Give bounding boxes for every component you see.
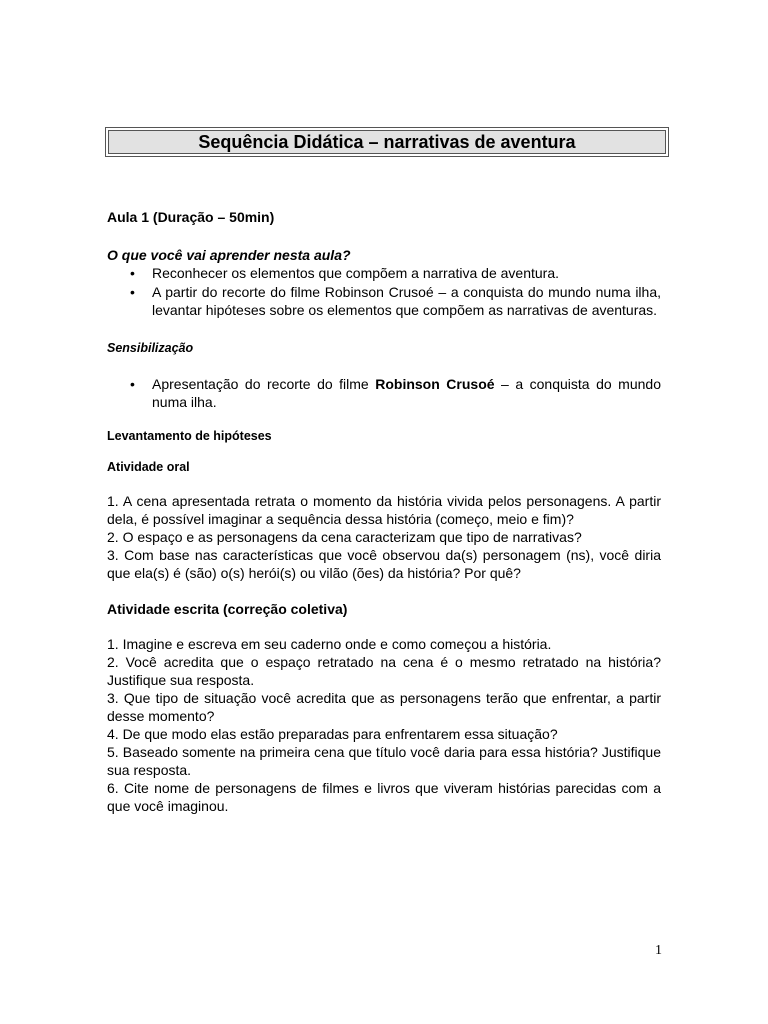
written-question: 1. Imagine e escreva em seu caderno onde e como começou a história. — [107, 636, 552, 652]
learn-item: • Reconhecer os elementos que compõem a narrativa de aventura. — [107, 264, 661, 282]
learn-list — [107, 264, 661, 319]
learn-item: • A partir do recorte do filme Robinson Crusoé – a conquista do mundo numa ilha, levantar hipóteses sobre os elementos que compõem as narrativas de aventuras. — [107, 283, 661, 319]
page-number: 1 — [655, 943, 662, 958]
oral-questions — [107, 492, 661, 582]
title-box — [105, 127, 669, 157]
written-question: 3. Que tipo de situação você acredita que as personagens terão que enfrentar, a partir desse momento? — [107, 690, 661, 724]
written-activity-heading: Atividade escrita (correção coletiva) — [107, 601, 348, 617]
sensibilizacao-list — [107, 375, 661, 411]
sensibilizacao-text-post: – a conquista do mundo numa ilha. — [152, 376, 661, 410]
written-question: 5. Baseado somente na primeira cena que título você daria para essa história? Justifique sua resposta. — [107, 744, 661, 778]
lesson-heading: Aula 1 (Duração – 50min) — [107, 209, 275, 225]
sensibilizacao-item — [107, 375, 661, 411]
learn-heading: O que você vai aprender nesta aula? — [107, 247, 351, 263]
written-question: 6. Cite nome de personagens de filmes e livros que viveram histórias parecidas com a que você imaginou. — [107, 780, 661, 814]
film-title: Robinson Crusoé — [375, 376, 495, 392]
oral-activity-heading: Atividade oral — [107, 460, 190, 474]
sensibilizacao-text-pre: Apresentação do recorte do filme — [152, 376, 376, 392]
levantamento-heading: Levantamento de hipóteses — [107, 429, 272, 443]
oral-question: 2. O espaço e as personagens da cena caracterizam que tipo de narrativas? — [107, 529, 582, 545]
sensibilizacao-heading: Sensibilização — [107, 341, 194, 355]
oral-question: 1. A cena apresentada retrata o momento da história vivida pelos personagens. A partir dela, é possível imaginar a sequência dessa história (começo, meio e fim)? — [107, 493, 661, 527]
document-body — [107, 208, 661, 815]
written-questions — [107, 635, 661, 815]
document-title: Sequência Didática – narrativas de aventura — [108, 130, 666, 154]
oral-question: 3. Com base nas características que você observou da(s) personagem (ns), você diria que ela(s) é (são) o(s) herói(s) ou vilão (ões) da história? Por quê? — [107, 547, 661, 581]
written-question: 2. Você acredita que o espaço retratado na cena é o mesmo retratado na história? Justifique sua resposta. — [107, 654, 661, 688]
written-question: 4. De que modo elas estão preparadas para enfrentarem essa situação? — [107, 726, 558, 742]
